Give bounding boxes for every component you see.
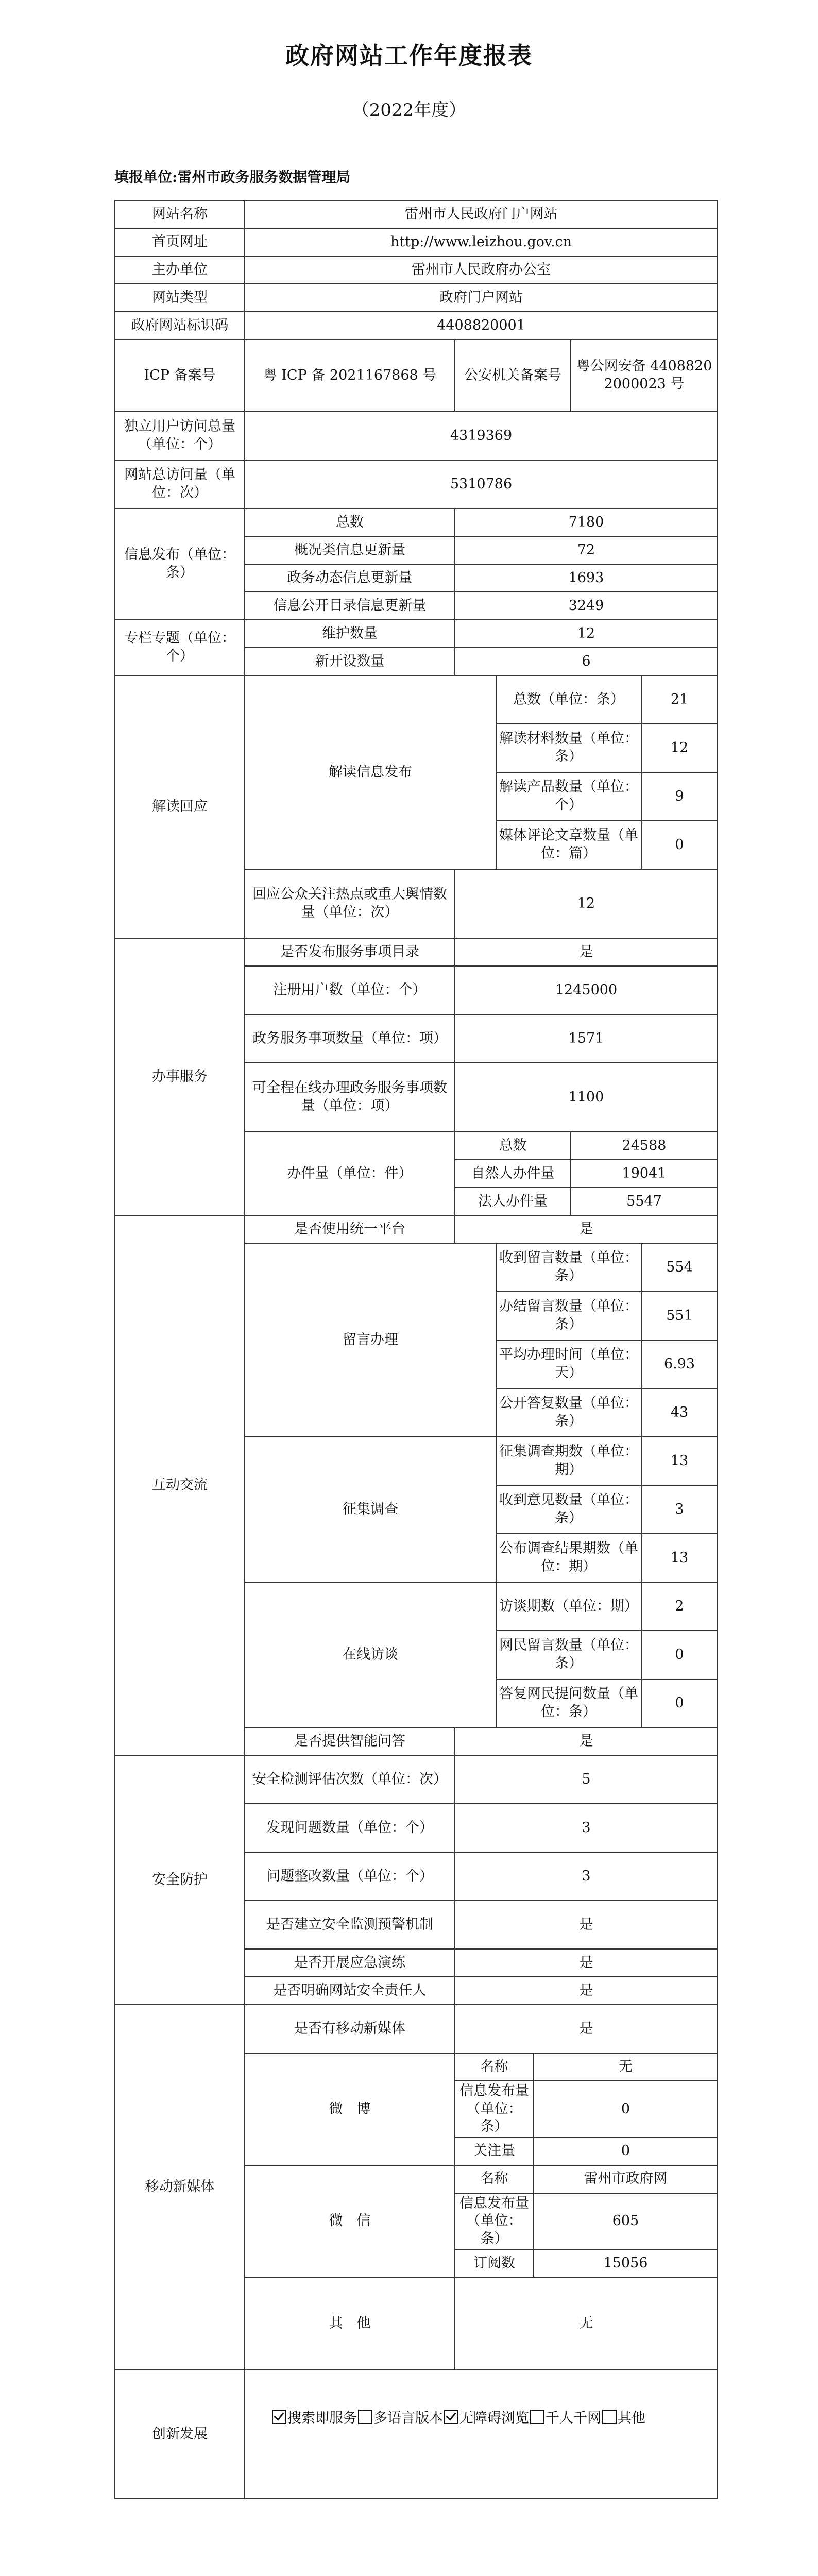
message-finished-label: 办结留言数量（单位：条） [496, 1292, 641, 1340]
wechat-name-value: 雷州市政府网 [534, 2165, 718, 2193]
interpret-media-value: 0 [641, 821, 718, 869]
info-total-label: 总数 [245, 509, 455, 536]
security-duty-label: 是否明确网站安全责任人 [245, 1977, 455, 2005]
police-label: 公安机关备案号 [455, 340, 571, 412]
service-natural-value: 19041 [571, 1160, 718, 1188]
interpret-product-value: 9 [641, 772, 718, 821]
message-public-label: 公开答复数量（单位：条） [496, 1388, 641, 1437]
interpret-material-value: 12 [641, 724, 718, 772]
innovation-option-list [271, 2410, 645, 2426]
interview-netizen-label: 网民留言数量（单位：条） [496, 1631, 641, 1679]
uv-value: 4319369 [245, 412, 718, 460]
interpret-media-label: 媒体评论文章数量（单位：篇） [496, 821, 641, 869]
security-duty-value: 是 [455, 1977, 718, 2005]
interaction-smart-label: 是否提供智能问答 [245, 1727, 455, 1755]
column-maintain-value: 12 [455, 620, 718, 648]
survey-results-value: 13 [641, 1534, 718, 1582]
service-items-label: 政务服务事项数量（单位：项） [245, 1014, 455, 1063]
service-users-label: 注册用户数（单位：个） [245, 966, 455, 1014]
message-received-label: 收到留言数量（单位：条） [496, 1243, 641, 1292]
service-label: 办事服务 [115, 938, 245, 1215]
mobile-other-value: 无 [455, 2277, 718, 2370]
checkbox-icon[interactable] [530, 2410, 544, 2424]
survey-results-label: 公布调查结果期数（单位：期） [496, 1534, 641, 1582]
security-tests-value: 5 [455, 1755, 718, 1804]
weibo-follow-label: 关注量 [455, 2138, 534, 2165]
homepage-value[interactable]: http://www.leizhou.gov.cn [245, 228, 718, 256]
site-type-label: 网站类型 [115, 284, 245, 312]
info-disclosure-label: 信息公开目录信息更新量 [245, 592, 455, 620]
interview-answered-label: 答复网民提问数量（单位：条） [496, 1679, 641, 1727]
service-natural-label: 自然人办件量 [455, 1160, 571, 1188]
site-name-label: 网站名称 [115, 200, 245, 228]
message-avg-label: 平均办理时间（单位：天） [496, 1340, 641, 1388]
weibo-follow-value: 0 [534, 2138, 718, 2165]
innovation-options [245, 2370, 718, 2499]
page-title: 政府网站工作年度报表 [285, 42, 533, 70]
security-drill-label: 是否开展应急演练 [245, 1949, 455, 1977]
interpret-total-value: 21 [641, 675, 718, 724]
innovation-option-label: 其他 [618, 2410, 645, 2427]
security-found-label: 发现问题数量（单位：个） [245, 1804, 455, 1852]
icp-label: ICP 备案号 [115, 340, 245, 412]
interview-answered-value: 0 [641, 1679, 718, 1727]
police-value: 粤公网安备 44088202000023 号 [571, 340, 718, 412]
info-disclosure-value: 3249 [455, 592, 718, 620]
weibo-label: 微 博 [245, 2053, 455, 2165]
message-avg-value: 6.93 [641, 1340, 718, 1388]
mobile-has-label: 是否有移动新媒体 [245, 2005, 455, 2053]
interview-count-value: 2 [641, 1582, 718, 1631]
innovation-option-label: 搜索即服务 [287, 2410, 357, 2427]
service-items-value: 1571 [455, 1014, 718, 1063]
service-online-label: 可全程在线办理政务服务事项数量（单位：项） [245, 1063, 455, 1132]
survey-count-label: 征集调查期数（单位：期） [496, 1437, 641, 1485]
filler-unit [114, 166, 350, 187]
interpret-total-label: 总数（单位：条） [496, 675, 641, 724]
pv-label: 网站总访问量（单位：次） [115, 460, 245, 509]
mobile-other-label: 其 他 [245, 2277, 455, 2370]
service-handled-label: 办件量（单位：件） [245, 1132, 455, 1215]
service-online-value: 1100 [455, 1063, 718, 1132]
service-handled-total-value: 24588 [571, 1132, 718, 1160]
service-catalog-label: 是否发布服务事项目录 [245, 938, 455, 966]
survey-count-value: 13 [641, 1437, 718, 1485]
innovation-option-label: 多语言版本 [373, 2410, 443, 2427]
info-label: 信息发布（单位：条） [115, 509, 245, 620]
mobile-label: 移动新媒体 [115, 2005, 245, 2370]
security-monitor-label: 是否建立安全监测预警机制 [245, 1901, 455, 1949]
checkbox-icon[interactable] [602, 2410, 617, 2424]
checked-checkbox-icon[interactable] [272, 2410, 286, 2424]
interpret-publish-label: 解读信息发布 [245, 675, 496, 869]
icp-value: 粤 ICP 备 2021167868 号 [245, 340, 455, 412]
message-received-value: 554 [641, 1243, 718, 1292]
interaction-smart-value: 是 [455, 1727, 718, 1755]
weibo-posts-value: 0 [534, 2081, 718, 2138]
uv-label: 独立用户访问总量（单位：个） [115, 412, 245, 460]
security-found-value: 3 [455, 1804, 718, 1852]
info-overview-label: 概况类信息更新量 [245, 536, 455, 564]
site-name-value: 雷州市人民政府门户网站 [245, 200, 718, 228]
security-monitor-value: 是 [455, 1901, 718, 1949]
message-finished-value: 551 [641, 1292, 718, 1340]
wechat-name-label: 名称 [455, 2165, 534, 2193]
mobile-has-value: 是 [455, 2005, 718, 2053]
interview-count-label: 访谈期数（单位：期） [496, 1582, 641, 1631]
survey-opinions-label: 收到意见数量（单位：条） [496, 1485, 641, 1534]
weibo-name-label: 名称 [455, 2053, 534, 2081]
service-catalog-value: 是 [455, 938, 718, 966]
security-drill-value: 是 [455, 1949, 718, 1977]
info-dynamic-label: 政务动态信息更新量 [245, 564, 455, 592]
column-new-label: 新开设数量 [245, 648, 455, 675]
site-type-value: 政府门户网站 [245, 284, 718, 312]
message-public-value: 43 [641, 1388, 718, 1437]
wechat-posts-value: 605 [534, 2193, 718, 2250]
service-users-value: 1245000 [455, 966, 718, 1014]
interaction-label: 互动交流 [115, 1215, 245, 1755]
checked-checkbox-icon[interactable] [444, 2410, 458, 2424]
pv-value: 5310786 [245, 460, 718, 509]
interview-label: 在线访谈 [245, 1582, 496, 1727]
interaction-unified-label: 是否使用统一平台 [245, 1215, 455, 1243]
interpret-product-label: 解读产品数量（单位：个） [496, 772, 641, 821]
homepage-label: 首页网址 [115, 228, 245, 256]
survey-label: 征集调查 [245, 1437, 496, 1582]
site-code-label: 政府网站标识码 [115, 312, 245, 340]
filler-value: 雷州市政务服务数据管理局 [177, 168, 351, 185]
innovation-label: 创新发展 [115, 2370, 245, 2499]
service-legal-value: 5547 [571, 1188, 718, 1215]
interaction-unified-value: 是 [455, 1215, 718, 1243]
site-code-value: 4408820001 [245, 312, 718, 340]
info-total-value: 7180 [455, 509, 718, 536]
interpret-respond-value: 12 [455, 869, 718, 938]
innovation-option-label: 千人千网 [546, 2410, 601, 2427]
interpret-material-label: 解读材料数量（单位：条） [496, 724, 641, 772]
security-fixed-value: 3 [455, 1852, 718, 1901]
wechat-label: 微 信 [245, 2165, 455, 2278]
service-legal-label: 法人办件量 [455, 1188, 571, 1215]
interview-netizen-value: 0 [641, 1631, 718, 1679]
innovation-option-label: 无障碍浏览 [459, 2410, 529, 2427]
service-handled-total-label: 总数 [455, 1132, 571, 1160]
security-fixed-label: 问题整改数量（单位：个） [245, 1852, 455, 1901]
weibo-posts-label: 信息发布量（单位：条） [455, 2081, 534, 2138]
filler-label: 填报单位: [114, 168, 178, 185]
sponsor-label: 主办单位 [115, 256, 245, 284]
survey-opinions-value: 3 [641, 1485, 718, 1534]
sponsor-value: 雷州市人民政府办公室 [245, 256, 718, 284]
report-table [114, 200, 718, 2499]
interpret-respond-label: 回应公众关注热点或重大舆情数量（单位：次） [245, 869, 455, 938]
info-overview-value: 72 [455, 536, 718, 564]
column-label: 专栏专题（单位：个） [115, 620, 245, 675]
security-tests-label: 安全检测评估次数（单位：次） [245, 1755, 455, 1804]
interpret-label: 解读回应 [115, 675, 245, 938]
column-new-value: 6 [455, 648, 718, 675]
checkbox-icon[interactable] [358, 2410, 372, 2424]
message-label: 留言办理 [245, 1243, 496, 1437]
weibo-name-value: 无 [534, 2053, 718, 2081]
report-year: （2022年度） [351, 100, 467, 121]
security-label: 安全防护 [115, 1755, 245, 2005]
info-dynamic-value: 1693 [455, 564, 718, 592]
wechat-posts-label: 信息发布量（单位：条） [455, 2193, 534, 2250]
wechat-subs-label: 订阅数 [455, 2249, 534, 2277]
wechat-subs-value: 15056 [534, 2249, 718, 2277]
column-maintain-label: 维护数量 [245, 620, 455, 648]
